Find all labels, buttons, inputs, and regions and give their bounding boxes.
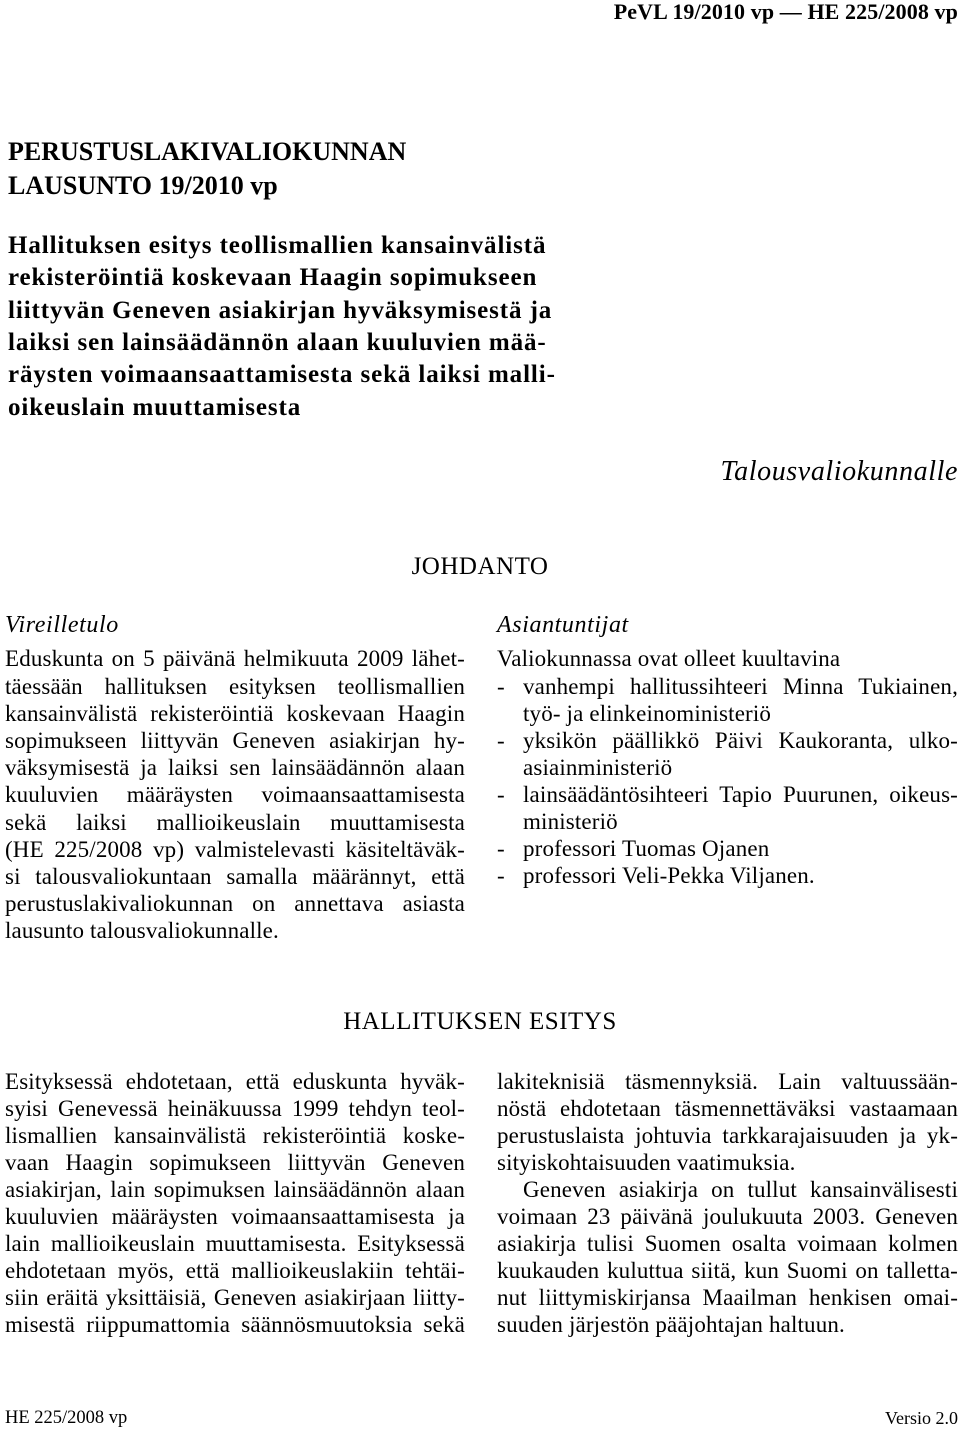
subject-line: rekisteröintiä koskevaan Haagin sopimukseen bbox=[8, 264, 538, 292]
expert-list-item bbox=[497, 835, 958, 862]
esitys-left-paragraph bbox=[5, 1068, 465, 1338]
list-item-text: vanhempi hallitussihteeri Minna Tukiainen, bbox=[523, 673, 958, 699]
text-line: ehdotetaan myös, että mallioikeuslakiin tehtäi- bbox=[5, 1257, 465, 1283]
expert-list-item bbox=[497, 862, 958, 889]
subject-line: oikeuslain muuttamisesta bbox=[8, 393, 302, 421]
text-line: voimaan 23 päivänä joulukuuta 2003. Geneven bbox=[497, 1203, 958, 1229]
text-line: asiakirja tulisi Suomen osalta voimaan kolmen bbox=[497, 1230, 958, 1256]
document-subject bbox=[8, 230, 556, 424]
text-line: (HE 225/2008 vp) valmistelevasti käsiteltäväk- bbox=[5, 836, 465, 862]
text-line: nöstä ehdotetaan täsmennettäväksi vastaamaan bbox=[497, 1095, 958, 1121]
list-item-text: yksikön päällikkö Päivi Kaukoranta, ulko- bbox=[523, 727, 958, 753]
text-line: kuukauden kuluttua siitä, kun Suomi on talletta- bbox=[497, 1257, 958, 1283]
section-heading-johdanto: JOHDANTO bbox=[411, 553, 549, 580]
list-bullet: - bbox=[497, 836, 505, 862]
paragraph bbox=[497, 1068, 958, 1176]
list-item-text: lainsäädäntösihteeri Tapio Puurunen, oikeus- bbox=[523, 782, 958, 808]
section-heading-hallituksen-esitys: HALLITUKSEN ESITYS bbox=[343, 1008, 617, 1035]
subject-line: liittyvän Geneven asiakirjan hyväksymisestä ja bbox=[8, 296, 553, 324]
experts-intro: Valiokunnassa ovat olleet kuultavina bbox=[497, 646, 841, 672]
text-line: sopimukseen liittyvän Geneven asiakirjan hy- bbox=[5, 727, 465, 753]
text-line: kuuluvien määräysten voimaansaattamisesta ja bbox=[5, 1203, 465, 1229]
footer-document-id: HE 225/2008 vp bbox=[5, 1408, 128, 1428]
expert-list-item bbox=[497, 781, 958, 835]
subject-line: Hallituksen esitys teollismallien kansainvälistä bbox=[8, 231, 547, 259]
text-line: sityiskohtaisuuden vaatimuksia. bbox=[497, 1149, 796, 1175]
text-line: Esityksessä ehdotetaan, että eduskunta hyväk- bbox=[5, 1068, 465, 1094]
text-line: työ- ja elinkeinoministeriö bbox=[523, 700, 772, 726]
list-item-text: professori Tuomas Ojanen bbox=[523, 836, 770, 862]
text-line: sekä laiksi mallioikeuslain muuttamisesta bbox=[5, 809, 465, 835]
text-line: siin eräitä yksittäisiä, Geneven asiakirjaan liitty- bbox=[5, 1284, 465, 1310]
vireilletulo-paragraph bbox=[5, 645, 465, 944]
text-line: ministeriö bbox=[523, 809, 618, 835]
text-line: kansainvälistä rekisteröintiä koskevaan Haagin bbox=[5, 700, 465, 726]
list-bullet: - bbox=[497, 863, 505, 889]
text-line: misestä riippumattomia säännösmuutoksia sekä bbox=[5, 1311, 465, 1337]
paragraph bbox=[497, 1176, 958, 1338]
text-line: si talousvaliokuntaan samalla määrännyt, että bbox=[5, 863, 465, 889]
text-line bbox=[497, 673, 958, 700]
subheading-asiantuntijat: Asiantuntijat bbox=[497, 612, 629, 638]
text-line: perustuslakivaliokunnan on annettava asiasta bbox=[5, 891, 465, 917]
text-line: vaan Haagin sopimukseen liittyvän Geneven bbox=[5, 1149, 465, 1175]
document-title bbox=[8, 135, 406, 203]
text-line: väksymisestä ja laiksi sen lainsäädännön alaan bbox=[5, 755, 465, 781]
subheading-vireilletulo: Vireilletulo bbox=[5, 612, 119, 638]
list-bullet: - bbox=[497, 727, 505, 753]
text-line: kuuluvien määräysten voimaansaattamisesta bbox=[5, 782, 465, 808]
subject-line: räysten voimaansaattamisesta sekä laiksi malli- bbox=[8, 361, 556, 389]
footer-version: Versio 2.0 bbox=[885, 1408, 958, 1428]
text-line: lausunto talousvaliokunnalle. bbox=[5, 918, 279, 944]
text-line: asiakirjan, lain sopimuksen lainsäädännön alaan bbox=[5, 1176, 465, 1202]
addressee: Talousvaliokunnalle bbox=[720, 456, 958, 487]
text-line: lakiteknisiä täsmennyksiä. Lain valtuussään- bbox=[497, 1068, 958, 1094]
text-line: syisi Genevessä heinäkuussa 1999 tehdyn teol- bbox=[5, 1095, 465, 1121]
title-line: PERUSTUSLAKIVALIOKUNNAN bbox=[8, 137, 407, 166]
text-line: nut liittymiskirjansa Maailman henkisen omai- bbox=[497, 1284, 958, 1310]
text-line bbox=[497, 727, 958, 754]
text-line bbox=[497, 862, 958, 889]
expert-list-item bbox=[497, 673, 958, 727]
list-bullet: - bbox=[497, 673, 505, 699]
text-line: täessään hallituksen esityksen teollismallien bbox=[5, 673, 465, 699]
expert-list-item bbox=[497, 727, 958, 781]
text-line: asiainministeriö bbox=[523, 754, 673, 780]
list-bullet: - bbox=[497, 782, 505, 808]
text-line: suuden järjestön pääjohtajan haltuun. bbox=[497, 1311, 845, 1337]
list-item-text: professori Veli-Pekka Viljanen. bbox=[523, 863, 815, 889]
text-line: perustuslaista johtuvia tarkkarajaisuuden ja yk- bbox=[497, 1122, 958, 1148]
text-line bbox=[497, 781, 958, 808]
title-line: LAUSUNTO 19/2010 vp bbox=[8, 171, 278, 200]
experts-list bbox=[497, 645, 958, 889]
text-line: lain mallioikeuslain muuttamisesta. Esityksessä bbox=[5, 1230, 465, 1256]
text-line: Eduskunta on 5 päivänä helmikuuta 2009 lähet- bbox=[5, 646, 465, 672]
running-header: PeVL 19/2010 vp — HE 225/2008 vp bbox=[613, 0, 958, 24]
text-line: Geneven asiakirja on tullut kansainvälisesti bbox=[523, 1176, 958, 1202]
esitys-right-column bbox=[497, 1068, 958, 1338]
subject-line: laiksi sen lainsäädännön alaan kuuluvien mää- bbox=[8, 329, 547, 357]
text-line bbox=[497, 835, 958, 862]
text-line: lismallien kansainvälistä rekisteröintiä koske- bbox=[5, 1122, 465, 1148]
